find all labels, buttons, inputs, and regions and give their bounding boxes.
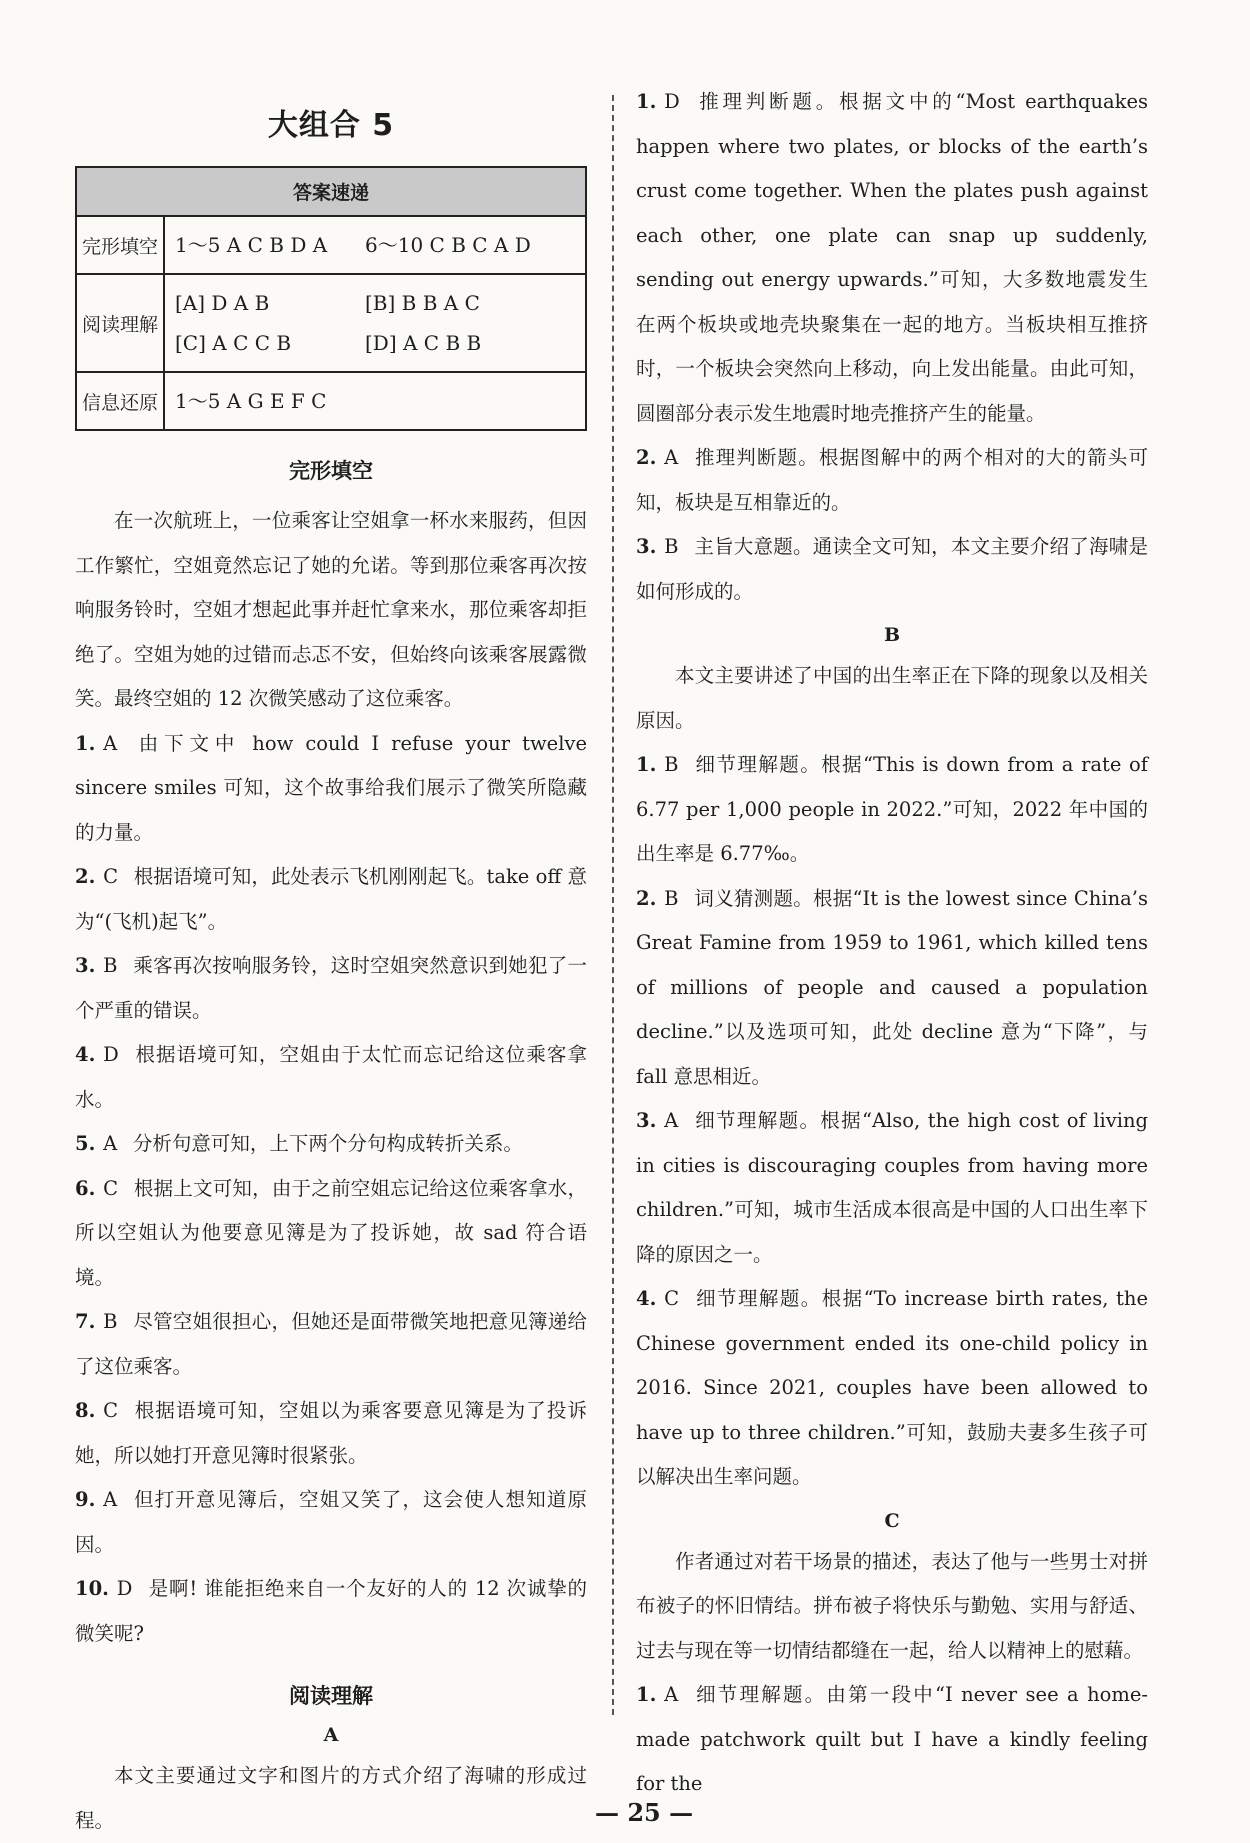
answer-item — [75, 1122, 587, 1167]
item-number: 10. — [75, 1577, 109, 1600]
item-answer: B — [664, 753, 679, 776]
item-explanation: 词义猜测题。根据“It is the lowest since China’s Great Famine from 1959 to 1961, which killed tens of millions of people and caused a population decline.”以及选项可知，此处 decline 意为“下降”，与 fall 意思相近。 — [636, 886, 1148, 1088]
answer-item — [75, 722, 587, 856]
item-answer: A — [103, 1132, 118, 1155]
answer-item — [75, 1033, 587, 1122]
item-explanation: 乘客再次按响服务铃，这时空姐突然意识到她犯了一个严重的错误。 — [75, 954, 587, 1022]
row-category: 信息还原 — [76, 372, 164, 430]
item-answer: A — [664, 1109, 679, 1132]
passage-c-items — [636, 1673, 1148, 1807]
answer-table-header: 答案速递 — [76, 167, 586, 216]
item-answer: C — [103, 1399, 119, 1422]
passage-c-intro: 作者通过对若干场景的描述，表达了他与一些男士对拼布被子的怀旧情结。拼布被子将快乐与勤勉、实用与舒适、过去与现在等一切情结都缝在一起，给人以精神上的慰藉。 — [636, 1549, 1148, 1662]
answer-item — [636, 1673, 1148, 1807]
cloze-intro: 在一次航班上，一位乘客让空姐拿一杯水来服药，但因工作繁忙，空姐竟然忘记了她的允诺。等到那位乘客再次按响服务铃时，空姐才想起此事并赶忙拿来水，那位乘客却拒绝了。空姐为她的过错而忐忑不安，但始终向该乘客展露微笑。最终空姐的 12 次微笑感动了这位乘客。 — [75, 509, 587, 710]
passage-label-c: C — [884, 1509, 900, 1532]
answer-item — [75, 1167, 587, 1301]
item-explanation: 细节理解题。由第一段中“I never see a home-made patchwork quilt but I have a kindly feeling for the — [636, 1683, 1148, 1795]
item-explanation: 分析句意可知，上下两个分句构成转折关系。 — [132, 1132, 523, 1155]
page-title: 大组合 5 — [267, 108, 395, 143]
answer-cell: [B] B B A C — [365, 291, 480, 315]
item-number: 4. — [636, 1287, 657, 1310]
answer-item — [636, 1099, 1148, 1277]
item-answer: A — [103, 731, 118, 755]
item-answer: C — [103, 1176, 119, 1200]
item-answer: D — [664, 90, 680, 113]
item-number: 9. — [75, 1488, 96, 1511]
passage-b-items — [636, 743, 1148, 1500]
item-answer: C — [103, 865, 119, 888]
item-answer: B — [103, 1310, 118, 1333]
answer-item — [75, 1478, 587, 1567]
row-category: 阅读理解 — [76, 274, 164, 372]
item-explanation: 细节理解题。根据“This is down from a rate of 6.77 per 1,000 people in 2022.”可知，2022 年中国的出生率是 6.77‰。 — [636, 753, 1148, 865]
cloze-items — [75, 722, 587, 1657]
item-explanation: 根据语境可知，此处表示飞机刚刚起飞。take off 意为“(飞机)起飞”。 — [75, 865, 587, 933]
item-number: 1. — [636, 1683, 657, 1706]
item-number: 3. — [636, 1109, 657, 1132]
item-number: 4. — [75, 1043, 96, 1066]
cloze-heading: 完形填空 — [289, 459, 373, 483]
row-category: 完形填空 — [76, 216, 164, 274]
item-answer: D — [116, 1577, 133, 1600]
answer-item — [75, 1300, 587, 1389]
answer-item — [636, 877, 1148, 1100]
answer-item — [636, 1277, 1148, 1500]
reading-heading: 阅读理解 — [289, 1684, 373, 1708]
answer-item — [636, 436, 1148, 525]
item-number: 2. — [636, 446, 657, 469]
item-explanation: 细节理解题。根据“Also, the high cost of living in cities is discouraging couples from having more children.”可知，城市生活成本很高是中国的人口出生率下降的原因之一。 — [636, 1109, 1148, 1266]
item-number: 5. — [75, 1132, 96, 1155]
item-explanation: 细节理解题。根据“To increase birth rates, the Chinese government ended its one-child policy in 2016. Since 2021, couples have been allowed to have up to three children.”可知，鼓励夫妻多生孩子可以解决出生率问题。 — [636, 1287, 1148, 1488]
item-number: 3. — [636, 535, 657, 558]
right-column — [636, 80, 1148, 1807]
item-answer: B — [664, 886, 679, 910]
item-explanation: 推理判断题。根据图解中的两个相对的大的箭头可知，板块是互相靠近的。 — [636, 446, 1148, 514]
item-answer: B — [664, 535, 679, 558]
item-number: 3. — [75, 954, 96, 977]
answer-cell: 1～5 A C B D A — [175, 233, 328, 257]
column-divider — [612, 95, 614, 1715]
item-explanation: 根据上文可知，由于之前空姐忘记给这位乘客拿水，所以空姐认为他要意见簿是为了投诉她，故 sad 符合语境。 — [75, 1176, 587, 1289]
item-answer: D — [103, 1043, 119, 1066]
answer-item — [75, 1389, 587, 1478]
table-row — [76, 274, 586, 372]
answer-item — [75, 855, 587, 944]
item-answer: A — [103, 1488, 118, 1511]
item-answer: A — [664, 446, 679, 469]
item-number: 8. — [75, 1399, 96, 1422]
answer-cell: [D] A C B B — [365, 331, 482, 355]
item-number: 2. — [636, 886, 657, 910]
answer-item — [75, 1567, 587, 1656]
answer-cell: [C] A C C B — [175, 331, 292, 355]
left-column — [75, 80, 587, 1843]
item-answer: C — [664, 1287, 680, 1310]
answer-table — [75, 166, 587, 431]
item-explanation: 根据语境可知，空姐由于太忙而忘记给这位乘客拿水。 — [75, 1043, 587, 1111]
table-row — [76, 372, 586, 430]
item-answer: B — [103, 954, 118, 977]
item-explanation: 推理判断题。根据文中的“Most earthquakes happen where two plates, or blocks of the earth’s crust come together. When the plates push against each other, one plate can snap up suddenly, sending out energy upwards.”可知，大多数地震发生在两个板块或地壳块聚集在一起的地方。当板块相互推挤时，一个板块会突然向上移动，向上发出能量。由此可知，圆圈部分表示发生地震时地壳推挤产生的能量。 — [636, 90, 1148, 425]
item-number: 1. — [75, 731, 96, 755]
answer-item — [636, 525, 1148, 614]
item-explanation: 根据语境可知，空姐以为乘客要意见簿是为了投诉她，所以她打开意见簿时很紧张。 — [75, 1399, 587, 1467]
page-number: — 25 — — [595, 1798, 694, 1827]
item-number: 2. — [75, 865, 96, 888]
item-number: 1. — [636, 90, 657, 113]
answer-cell: 1～5 A G E F C — [175, 389, 327, 413]
item-number: 1. — [636, 753, 657, 776]
item-explanation: 但打开意见簿后，空姐又笑了，这会使人想知道原因。 — [75, 1488, 587, 1556]
item-explanation: 由下文中 how could I refuse your twelve sincere smiles 可知，这个故事给我们展示了微笑所隐藏的力量。 — [75, 731, 587, 844]
passage-a-intro: 本文主要通过文字和图片的方式介绍了海啸的形成过程。 — [75, 1764, 587, 1832]
answer-cell: 6～10 C B C A D — [365, 233, 531, 257]
table-row — [76, 216, 586, 274]
answer-cell: [A] D A B — [175, 291, 270, 315]
item-number: 7. — [75, 1310, 96, 1333]
answer-item — [636, 743, 1148, 877]
item-explanation: 主旨大意题。通读全文可知，本文主要介绍了海啸是如何形成的。 — [636, 535, 1148, 603]
item-explanation: 是啊! 谁能拒绝来自一个友好的人的 12 次诚挚的微笑呢? — [75, 1577, 587, 1645]
item-answer: A — [664, 1683, 679, 1706]
item-number: 6. — [75, 1176, 96, 1200]
passage-label-a: A — [323, 1724, 339, 1746]
passage-a-items — [636, 80, 1148, 614]
passage-b-intro: 本文主要讲述了中国的出生率正在下降的现象以及相关原因。 — [636, 664, 1148, 732]
item-explanation: 尽管空姐很担心，但她还是面带微笑地把意见簿递给了这位乘客。 — [75, 1310, 587, 1378]
answer-item — [75, 944, 587, 1033]
passage-label-b: B — [883, 624, 901, 646]
answer-item — [636, 80, 1148, 436]
